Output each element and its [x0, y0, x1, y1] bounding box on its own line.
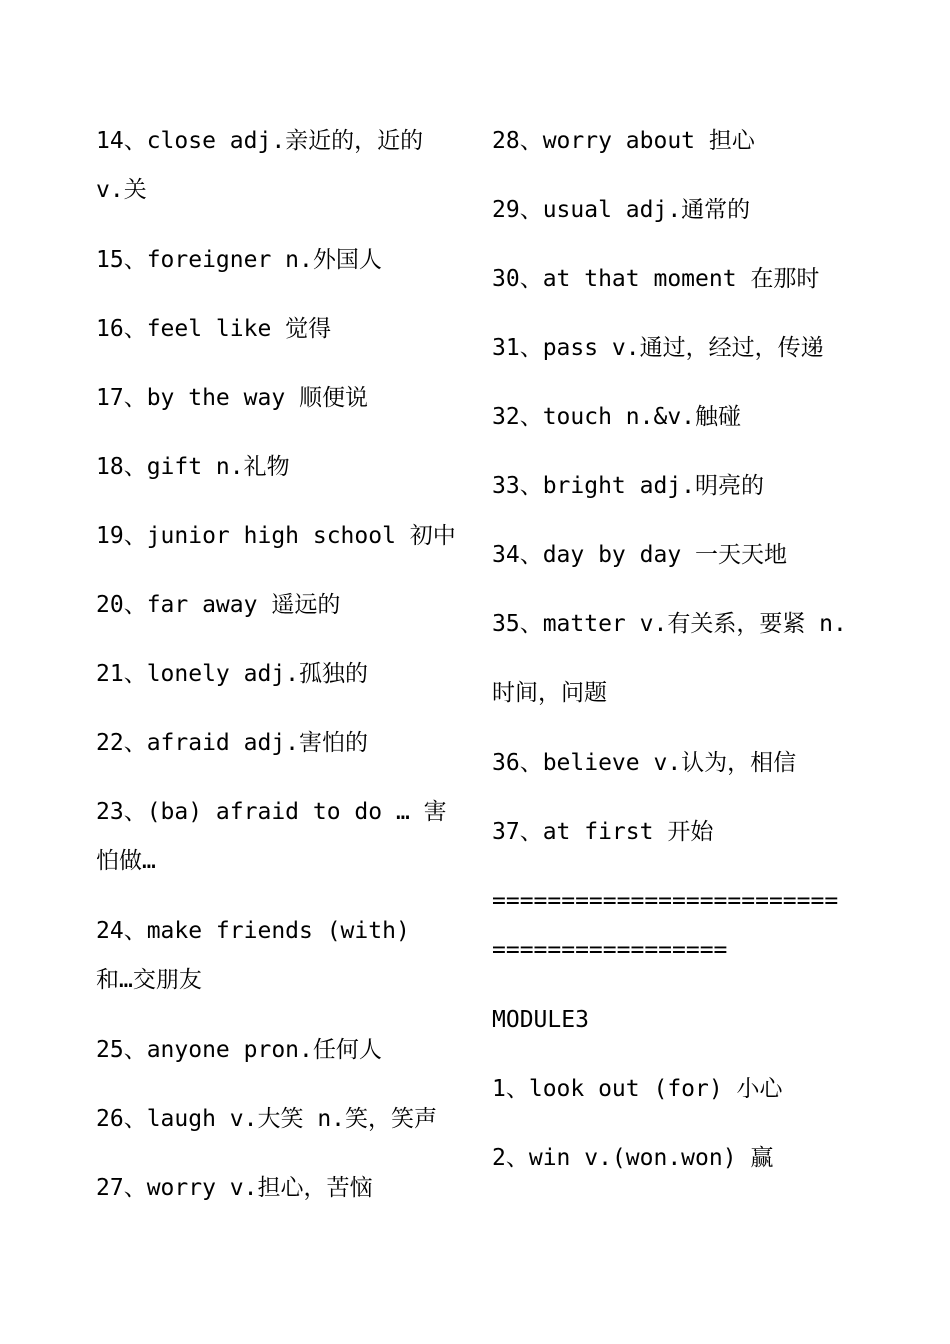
- vocab-entry-30: 30、at that moment 在那时: [492, 266, 820, 292]
- vocab-entry-15: 15、foreigner n.外国人: [96, 247, 382, 273]
- vocab-entry-20: 20、far away 遥远的: [96, 592, 341, 618]
- vocab-entry-17: 17、by the way 顺便说: [96, 385, 369, 411]
- vocab-entry-29: 29、usual adj.通常的: [492, 197, 751, 223]
- left-column: [96, 124, 458, 1240]
- vocab-entry-32: 32、touch n.&v.触碰: [492, 404, 742, 430]
- right-column: [492, 124, 852, 1210]
- module-entry-2: 2、win v.(won.won) 赢: [492, 1145, 774, 1171]
- vocab-entry-23: 23、(ba) afraid to do … 害怕做…: [96, 799, 447, 874]
- section-separator: ==========================================: [492, 888, 839, 963]
- vocab-entry-34: 34、day by day 一天天地: [492, 542, 788, 568]
- vocab-entry-24: 24、make friends (with) 和…交朋友: [96, 918, 410, 993]
- vocab-entry-25: 25、anyone pron.任何人: [96, 1037, 382, 1063]
- vocab-entry-28: 28、worry about 担心: [492, 128, 755, 154]
- vocab-entry-21: 21、lonely adj.孤独的: [96, 661, 369, 687]
- module-heading: MODULE3: [492, 1007, 589, 1033]
- vocab-entry-36: 36、believe v.认为，相信: [492, 750, 797, 776]
- vocab-entry-16: 16、feel like 觉得: [96, 316, 332, 342]
- vocab-entry-18: 18、gift n.礼物: [96, 454, 290, 480]
- vocab-entry-35: 35、matter v.有关系，要紧 n.时间，问题: [492, 611, 847, 706]
- vocab-entry-33: 33、bright adj.明亮的: [492, 473, 765, 499]
- vocab-entry-14: 14、close adj.亲近的，近的 v.关: [96, 128, 424, 203]
- module-entry-1: 1、look out (for) 小心: [492, 1076, 783, 1102]
- vocab-entry-19: 19、junior high school 初中: [96, 523, 456, 549]
- vocab-entry-27: 27、worry v.担心，苦恼: [96, 1175, 373, 1201]
- vocab-entry-22: 22、afraid adj.害怕的: [96, 730, 369, 756]
- vocab-entry-26: 26、laugh v.大笑 n.笑，笑声: [96, 1106, 438, 1132]
- vocab-entry-37: 37、at first 开始: [492, 819, 714, 845]
- vocab-entry-31: 31、pass v.通过，经过，传递: [492, 335, 824, 361]
